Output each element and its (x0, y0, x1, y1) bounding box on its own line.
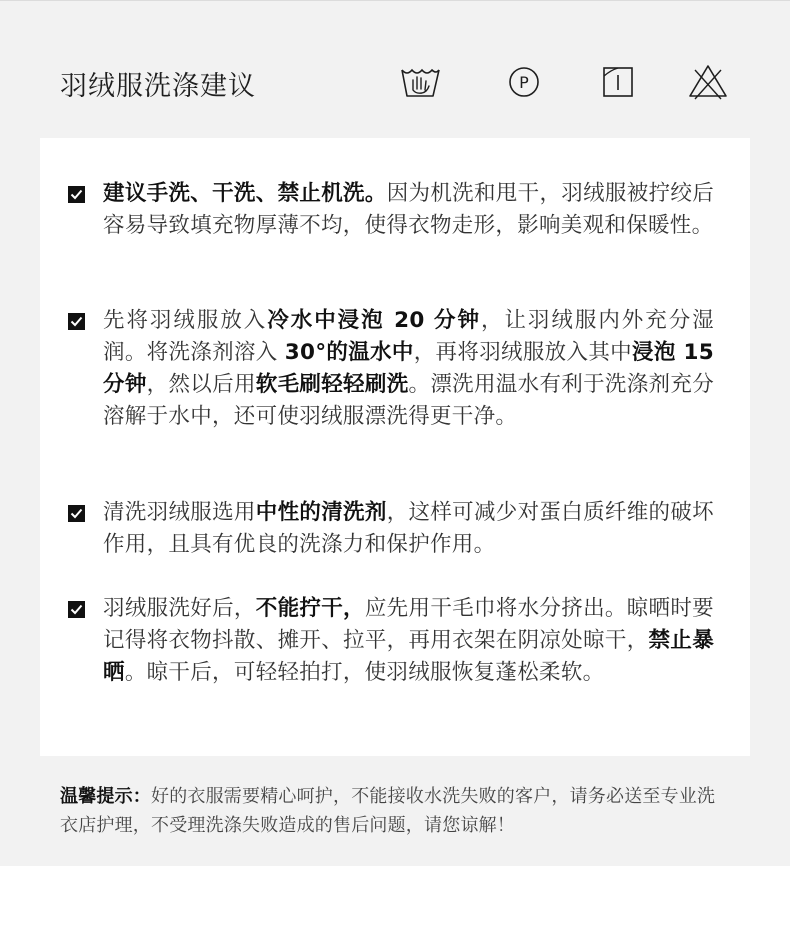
emphasis-text: 建议手洗、干洗、禁止机洗。 (103, 181, 387, 206)
item-text (103, 593, 714, 689)
body-text: 因为机洗和甩干，羽绒服被拧绞后容易导致填充物厚薄不均，使得衣物走形，影响美观和保暖性。 (103, 181, 714, 238)
list-item (64, 497, 714, 561)
emphasis-text: 中性的清洗剂 (255, 500, 387, 525)
body-text: ，让羽绒服内外充分湿润。将洗涤剂溶入 (103, 308, 714, 365)
body-text: ，然以后用 (146, 372, 256, 397)
checkbox-checked-icon (68, 505, 85, 522)
body-text: 。漂洗用温水有利于洗涤剂充分溶解于水中，还可使羽绒服漂洗得更干净。 (103, 372, 714, 429)
checkbox-checked-icon (68, 313, 85, 330)
list-item (64, 305, 714, 433)
no-bleach-icon (686, 62, 730, 102)
tip-label: 温馨提示： (60, 786, 151, 807)
body-text: ，这样可减少对蛋白质纤维的破坏作用，且具有优良的洗涤力和保护作用。 (103, 500, 714, 557)
item-text (103, 497, 714, 561)
hand-wash-icon (398, 62, 442, 102)
body-text: 应先用干毛巾将水分挤出。晾晒时要记得将衣物抖散、摊开、拉平，再用衣架在阴凉处晾干， (103, 596, 714, 653)
line-dry-icon (596, 62, 640, 102)
body-text: 清洗羽绒服选用 (103, 500, 256, 525)
body-text: 。晾干后，可轻轻拍打，使羽绒服恢复蓬松柔软。 (124, 660, 605, 685)
tip-text: 好的衣服需要精心呵护，不能接收水洗失败的客户，请务必送至专业洗衣店护理，不受理洗涤失败造成的售后问题，请您谅解！ (60, 786, 716, 836)
list-item (64, 593, 714, 689)
warm-tip (60, 782, 730, 840)
header (60, 62, 740, 106)
body-text: 先将羽绒服放入 (103, 308, 268, 333)
body-text: ，再将羽绒服放入其中 (413, 340, 632, 365)
item-text (103, 178, 714, 242)
page-title: 羽绒服洗涤建议 (60, 71, 256, 102)
body-text: 羽绒服洗好后， (103, 596, 256, 621)
emphasis-text: 禁止暴晒 (103, 628, 714, 685)
advice-card (40, 138, 750, 756)
emphasis-text: 不能拧干， (255, 596, 365, 621)
item-text (103, 305, 714, 433)
emphasis-text: 浸泡 15 分钟 (103, 340, 714, 397)
top-divider (0, 0, 790, 1)
emphasis-text: 冷水中浸泡 20 分钟 (267, 308, 481, 333)
list-item (64, 178, 714, 242)
dry-clean-p-icon (502, 62, 546, 102)
checkbox-checked-icon (68, 186, 85, 203)
checkbox-checked-icon (68, 601, 85, 618)
emphasis-text: 30°的温水中 (284, 340, 414, 365)
emphasis-text: 软毛刷轻轻刷洗 (255, 372, 409, 397)
svg-text:P: P (519, 73, 529, 92)
